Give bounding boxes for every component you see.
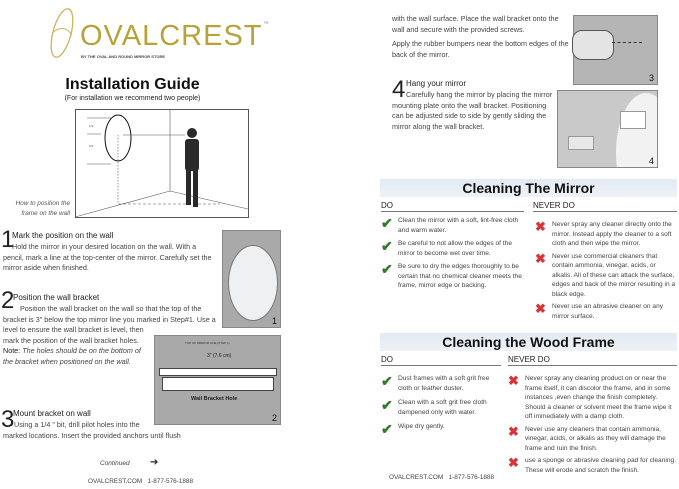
step-4-heading: Hang your mirror — [406, 79, 467, 88]
x-icon: ✖ — [535, 301, 546, 316]
footer-right: OVALCREST.COM 1-877-576-1888 — [389, 474, 495, 481]
mirror-never-list — [535, 220, 677, 321]
mirror-never-header: NEVER DO — [533, 201, 677, 212]
figure-2-bracket-diagram: TOP OF MIRROR LINE (STEP 1) 3" (7.6 cm) Wall Bracket Hole 2 — [154, 335, 281, 425]
check-icon: ✔ — [381, 261, 393, 277]
wood-never-item: Never spray any cleaning product on or near the frame itself, it can discolor the frame, and in some instances ,even change the finish completely. Should a cleaner or solvent meet the frame wipe it off immediately with a damp cloth. — [525, 375, 672, 420]
step-1-number: 1 — [1, 226, 15, 253]
step-2-heading: Position the wall bracket — [13, 293, 100, 302]
mirror-never-item: Never use commercial cleaners that contain ammonia, vinegar, acids, or alkalis. All of these can attack the surface, edges and back of the mirror resulting in a black edge. — [552, 252, 676, 298]
step-2-text: Position the wall bracket on the wall so that the top of the bracket is 3" below the top mirror line you marked in Step#1. Use a level to ensure the wall bracket is level, then mark the position of the wall bracket holes. — [3, 304, 216, 345]
step-4-number: 4 — [392, 76, 406, 103]
diagram-label-middle: 2/3 — [89, 144, 94, 148]
logo — [44, 3, 269, 61]
wood-do-item: Clean with a soft grit free cloth dampened only with water. — [398, 399, 487, 416]
mirror-do-list — [381, 216, 526, 291]
mirror-never-item: Never spray any cleaner directly onto the mirror. Instead apply the cleaner to a soft cloth and then wipe the mirror. — [552, 221, 672, 247]
step-4-body: Carefully hang the mirror by placing the mirror mounting plate onto the wall bracket. Positioning can be adjusted side to side by gently sliding the mirror along the wall bracket. — [392, 90, 553, 131]
x-icon: ✖ — [508, 423, 519, 439]
x-icon: ✖ — [535, 250, 546, 266]
wood-do-item: Dust frames with a soft grit free cloth or feather duster. — [398, 375, 490, 392]
check-icon: ✔ — [381, 238, 393, 254]
check-icon: ✔ — [381, 397, 393, 413]
x-icon: ✖ — [508, 455, 519, 470]
wood-section-title: Cleaning the Wood Frame — [380, 333, 677, 351]
figure-1-mirror-photo: 1 — [222, 230, 281, 328]
mirror-never-item: Never use an abrasive cleaner on any mirror surface. — [552, 303, 664, 320]
wood-do-list — [381, 374, 501, 436]
mirror-do-item: Be careful to not allow the edges of the mirror to become wet over time. — [398, 240, 512, 257]
check-icon: ✔ — [381, 215, 393, 231]
wood-never-header: NEVER DO — [508, 355, 677, 366]
step-2-number: 2 — [1, 287, 15, 314]
step-3-body-continued: with the wall surface. Place the wall bracket onto the wall and secure with the provided screws. Apply the rubber bumpers near the bottom edges of the back of the mirror. — [392, 14, 569, 59]
positioning-diagram — [75, 109, 249, 218]
diagram-caption: How to position the frame on the wall — [15, 200, 70, 217]
note-text: The holes should be on the bottom of the bracket when positioned on the wall. — [3, 346, 141, 366]
step-1-body: Hold the mirror in your desired location on the wall. With a pencil, mark a line at the top-center of the mirror. Carefully set the mirror aside when finished. — [3, 242, 212, 273]
diagram-label-top: 1/3 — [89, 124, 94, 128]
footer-left: OVALCREST.COM 1-877-576-1888 — [88, 478, 194, 485]
brand-name: OVALCREST — [80, 20, 263, 52]
wood-do-item: Wipe dry gently. — [398, 423, 445, 430]
step-1-heading: Mark the position on the wall — [12, 231, 114, 240]
mirror-do-item: Be sure to dry the edges thoroughly to be certain that no chemical cleaner meets the frame, mirror edge or backing. — [398, 263, 522, 289]
note-label: Note: — [3, 346, 21, 356]
mirror-do-header: DO — [381, 201, 524, 212]
mirror-do-item: Clean the mirror with a soft, lint-free cloth and warm water. — [398, 217, 519, 234]
wood-never-list — [508, 374, 678, 475]
figure-4-hanging-photo: 4 — [557, 90, 658, 168]
x-icon: ✖ — [535, 219, 546, 234]
trademark: ™ — [263, 21, 269, 27]
check-icon: ✔ — [381, 373, 393, 389]
page-subtitle: (For installation we recommend two people) — [64, 95, 201, 102]
step-3-number: 3 — [1, 406, 15, 433]
bumpers-text: Apply the rubber bumpers near the bottom edges of the back of the mirror. — [392, 39, 569, 59]
wood-never-item: use a sponge or abrasive cleaning pad for cleaning. These will erode and scratch the finish. — [525, 457, 677, 474]
page-title: Installation Guide — [65, 76, 200, 93]
figure-3-drill-photo: 3 — [573, 15, 658, 85]
step-3-body: Using a 1/4 " bit, drill pilot holes into the marked locations. Insert the provided anchors until flush — [3, 420, 181, 440]
check-icon: ✔ — [381, 421, 393, 437]
step-3-heading: Mount bracket on wall — [13, 409, 91, 418]
brand-tagline: BY THE OVAL AND ROUND MIRROR STORE — [81, 54, 166, 59]
x-icon: ✖ — [508, 373, 519, 388]
mirror-section-title: Cleaning The Mirror — [380, 179, 677, 197]
wood-do-header: DO — [381, 355, 501, 366]
continued-label: Continued — [100, 460, 130, 467]
oval-swirl-logo-icon — [44, 3, 80, 59]
arrow-right-icon: ➔ — [150, 457, 159, 468]
wood-never-item: Never use any cleaners that contain ammonia, vinegar, acids, or alkalis as they will damage the frame and ruin the finish. — [525, 425, 666, 452]
